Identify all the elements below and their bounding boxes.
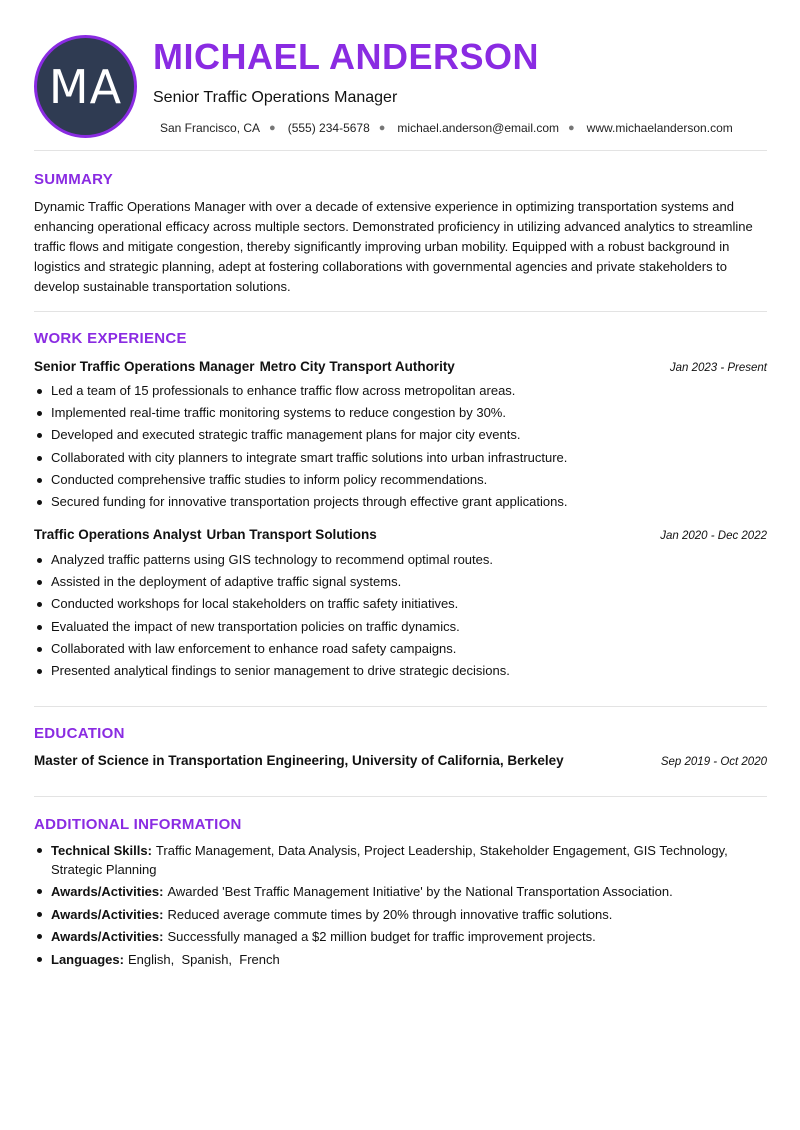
bullet-separator-icon: ●	[568, 122, 575, 134]
item-label: Awards/Activities:	[51, 906, 164, 922]
job-dates: Jan 2023 - Present	[669, 362, 767, 374]
job-bullets	[34, 549, 767, 682]
divider	[34, 150, 767, 151]
item-label: Awards/Activities:	[51, 928, 164, 944]
summary-text: Dynamic Traffic Operations Manager with over a decade of extensive experience in optimizing transportation systems and enhancing operational efficacy across multiple sectors. Demonstrated proficiency in utilizing advanced analytics to streamline traffic flows and mitigate congestion, thereby significantly improving urban mobility. Equipped with a robust background in logistics and strategic planning, adept at fostering collaborations with governmental agencies and private stakeholders to develop sustainable transportation solutions.	[34, 199, 753, 294]
list-item: Conducted comprehensive traffic studies to inform policy recommendations.	[34, 469, 767, 491]
job-title: Traffic Operations Analyst	[34, 527, 202, 542]
list-item: Developed and executed strategic traffic management plans for major city events.	[34, 424, 767, 446]
contact-website[interactable]: www.michaelanderson.com	[586, 121, 733, 135]
contact-phone: (555) 234-5678	[287, 121, 370, 135]
list-item	[34, 841, 767, 879]
list-item: Conducted workshops for local stakeholders on traffic safety initiatives.	[34, 593, 767, 615]
candidate-name: MICHAEL ANDERSON	[153, 36, 540, 77]
list-item	[34, 882, 767, 901]
bullet-separator-icon: ●	[378, 122, 386, 134]
bullet-separator-icon: ●	[269, 122, 276, 134]
candidate-title: Senior Traffic Operations Manager	[153, 89, 398, 106]
education-entry	[34, 753, 767, 768]
job-bullets	[34, 380, 767, 513]
education-degree: Master of Science in Transportation Engineering, University of California, Berkeley	[34, 753, 564, 768]
item-text: Successfully managed a $2 million budget for traffic improvement projects.	[167, 928, 596, 944]
list-item: Secured funding for innovative transportation projects through effective grant applications.	[34, 491, 767, 513]
job-header	[34, 359, 767, 374]
list-item	[34, 927, 767, 946]
item-label: Awards/Activities:	[51, 884, 164, 900]
item-text: Traffic Management, Data Analysis, Project Leadership, Stakeholder Engagement, GIS Technology, Strategic Planning	[51, 843, 728, 877]
job-header	[34, 527, 767, 542]
contact-location: San Francisco, CA	[160, 121, 261, 135]
contact-line	[160, 121, 733, 135]
job-title-line	[34, 527, 377, 542]
job-title-line	[34, 359, 455, 374]
job-dates: Jan 2020 - Dec 2022	[660, 530, 767, 542]
experience-heading: WORK EXPERIENCE	[34, 330, 187, 347]
list-item: Analyzed traffic patterns using GIS technology to recommend optimal routes.	[34, 549, 767, 571]
avatar	[34, 35, 137, 138]
list-item: Presented analytical findings to senior management to drive strategic decisions.	[34, 660, 767, 682]
divider	[34, 311, 767, 312]
additional-heading: ADDITIONAL INFORMATION	[34, 816, 242, 833]
item-text: English, Spanish, French	[127, 951, 280, 967]
job-company: Urban Transport Solutions	[206, 527, 377, 542]
item-text: Awarded 'Best Traffic Management Initiative' by the National Transportation Association.	[167, 884, 673, 900]
item-label: Languages:	[51, 951, 124, 967]
education-dates: Sep 2019 - Oct 2020	[660, 756, 767, 768]
list-item: Led a team of 15 professionals to enhance traffic flow across metropolitan areas.	[34, 380, 767, 402]
item-label: Technical Skills:	[51, 843, 152, 858]
list-item: Collaborated with city planners to integrate smart traffic solutions into urban infrastructure.	[34, 447, 767, 469]
list-item: Assisted in the deployment of adaptive traffic signal systems.	[34, 571, 767, 593]
additional-list	[34, 841, 767, 972]
divider	[34, 706, 767, 707]
list-item	[34, 905, 767, 924]
contact-email[interactable]: michael.anderson@email.com	[397, 121, 560, 135]
avatar-initials: MA	[48, 59, 123, 114]
education-heading: EDUCATION	[34, 725, 125, 742]
job-company: Metro City Transport Authority	[259, 359, 455, 374]
item-text: Reduced average commute times by 20% through innovative traffic solutions.	[167, 906, 613, 922]
list-item	[34, 950, 767, 969]
list-item: Evaluated the impact of new transportation policies on traffic dynamics.	[34, 616, 767, 638]
divider	[34, 796, 767, 797]
job-title: Senior Traffic Operations Manager	[34, 359, 255, 374]
list-item: Collaborated with law enforcement to enhance road safety campaigns.	[34, 638, 767, 660]
list-item: Implemented real-time traffic monitoring systems to reduce congestion by 30%.	[34, 402, 767, 424]
summary-heading: SUMMARY	[34, 171, 114, 188]
